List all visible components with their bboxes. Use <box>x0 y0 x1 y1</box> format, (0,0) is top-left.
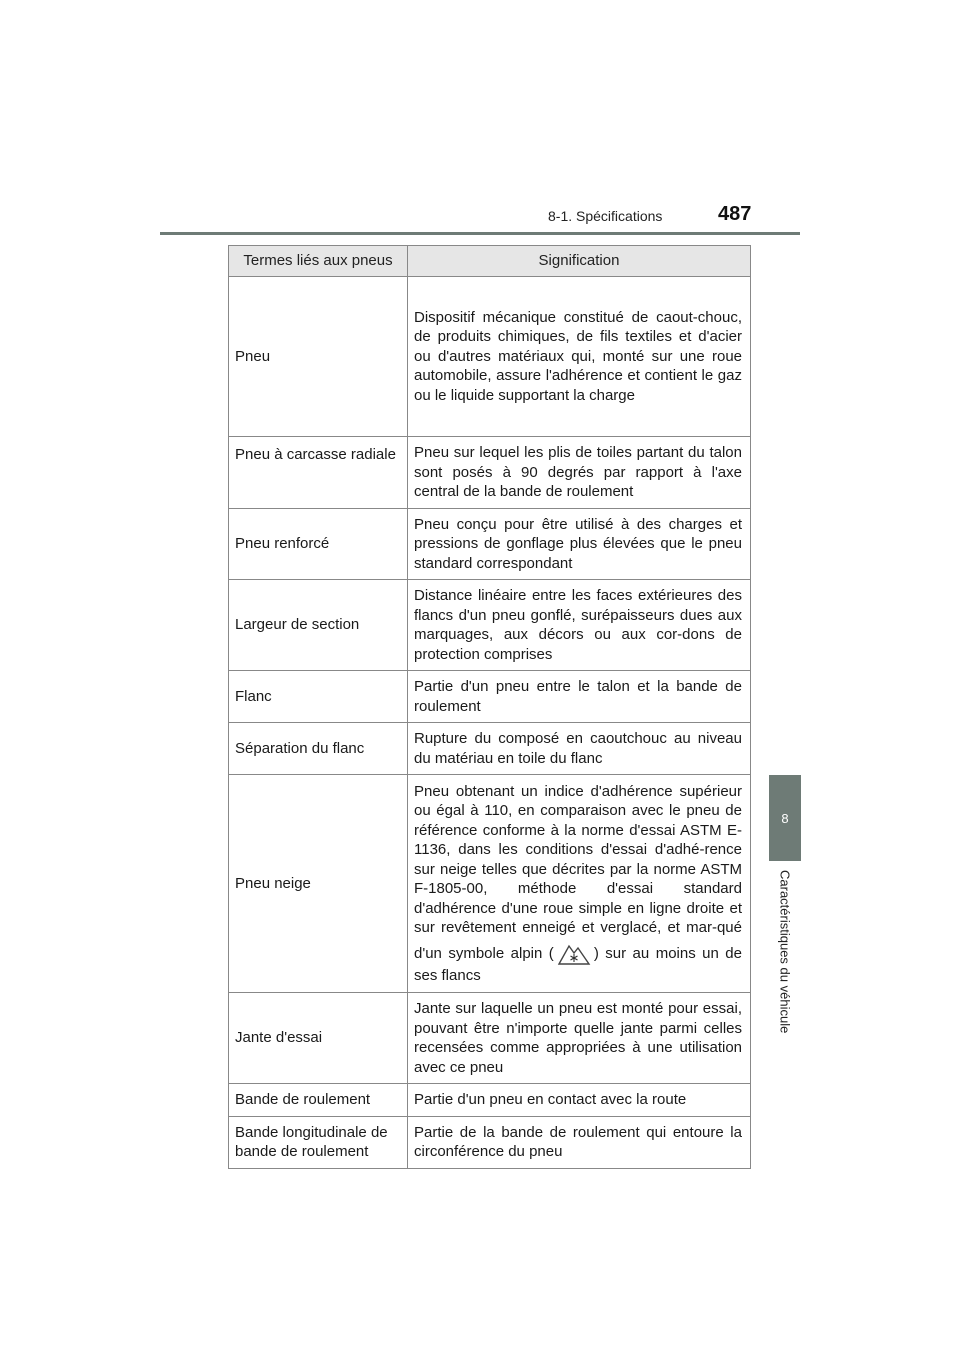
tire-terms-table <box>228 245 751 1169</box>
meaning-cell <box>408 775 751 993</box>
table-row <box>229 1084 751 1117</box>
section-title: 8-1. Spécifications <box>548 208 663 224</box>
term-cell: Bande de roulement <box>229 1084 408 1117</box>
table-row <box>229 671 751 723</box>
meaning-cell: Partie de la bande de roulement qui entoure la circonférence du pneu <box>408 1116 751 1168</box>
meaning-cell: Pneu conçu pour être utilisé à des charges et pressions de gonflage plus élevées que le pneu standard correspondant <box>408 508 751 580</box>
table-row <box>229 775 751 993</box>
term-cell: Pneu neige <box>229 775 408 993</box>
meaning-cell: Jante sur laquelle un pneu est monté pour essai, pouvant être n'importe quelle jante parmi celles recensées comme appropriées à une utilisation avec ce pneu <box>408 993 751 1084</box>
table-row <box>229 437 751 509</box>
table-row <box>229 993 751 1084</box>
term-cell: Jante d'essai <box>229 993 408 1084</box>
chapter-number: 8 <box>781 810 789 826</box>
term-cell: Pneu à carcasse radiale <box>229 437 408 509</box>
term-cell: Bande longitudinale de bande de roulement <box>229 1116 408 1168</box>
meaning-cell: Partie d'un pneu en contact avec la route <box>408 1084 751 1117</box>
snow-tire-definition: Pneu obtenant un indice d'adhérence supérieur ou égal à 110, en comparaison avec le pneu de référence conforme à la norme d'essai ASTM E-1136, dans les conditions d'essai d'adhé-rence sur neige telles que décrites par la norme ASTM F-1805-00, méthode d'essai standard d'adhérence d'une roue simple en ligne droite et sur revêtement enneigé et verglacé, et mar-qué d'un symbole alpin ( <box>414 782 742 962</box>
header-divider <box>160 232 800 235</box>
snow-tire-definition-end: ) sur au moins un de ses flancs <box>414 944 742 984</box>
meaning-cell: Rupture du composé en caoutchouc au niveau du matériau en toile du flanc <box>408 723 751 775</box>
meaning-cell: Pneu sur lequel les plis de toiles partant du talon sont posés à 90 degrés par rapport à l'axe central de la bande de roulement <box>408 437 751 509</box>
table-row <box>229 1116 751 1168</box>
term-cell: Largeur de section <box>229 580 408 671</box>
chapter-label-text: Caractéristiques du véhicule <box>777 870 793 1034</box>
table-row <box>229 723 751 775</box>
meaning-cell: Distance linéaire entre les faces extérieures des flancs d'un pneu gonflé, surépaisseurs dues aux marquages, aux décors ou aux cor-dons de protection comprises <box>408 580 751 671</box>
term-cell: Pneu renforcé <box>229 508 408 580</box>
alpine-snowflake-mountain-icon <box>557 938 591 966</box>
table-row <box>229 508 751 580</box>
term-cell: Séparation du flanc <box>229 723 408 775</box>
column-header-meaning: Signification <box>408 246 751 277</box>
page-number: 487 <box>718 203 752 225</box>
column-header-terms: Termes liés aux pneus <box>229 246 408 277</box>
chapter-label <box>770 870 800 1070</box>
table-row <box>229 277 751 437</box>
term-cell: Pneu <box>229 277 408 437</box>
meaning-cell: Partie d'un pneu entre le talon et la bande de roulement <box>408 671 751 723</box>
table-header-row <box>229 246 751 277</box>
chapter-tab <box>769 775 801 861</box>
term-cell: Flanc <box>229 671 408 723</box>
table-row <box>229 580 751 671</box>
meaning-cell: Dispositif mécanique constitué de caout-chouc, de produits chimiques, de fils textiles et d'acier ou d'autres matériaux qui, monté sur une roue automobile, assure l'adhérence et contient le gaz ou le liquide supportant la charge <box>408 277 751 437</box>
